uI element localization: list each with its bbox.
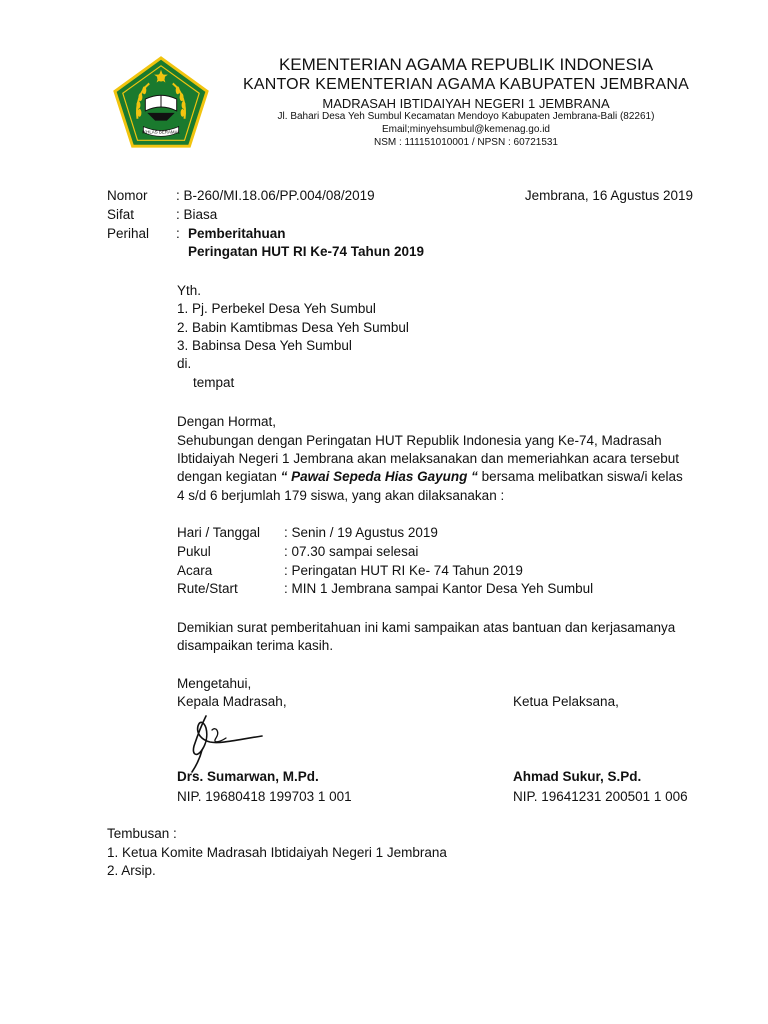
perihal-line1: Pemberitahuan <box>188 226 286 241</box>
body-line: 4 s/d 6 berjumlah 179 siswa, yang akan dilaksanakan : <box>177 488 505 503</box>
perihal-colon: : <box>176 226 180 241</box>
letterhead-ministry: KEMENTERIAN AGAMA REPUBLIK INDONESIA <box>278 55 654 74</box>
sifat-label: Sifat <box>107 207 135 222</box>
letterhead-nsm: NSM : 111151010001 / NPSN : 60721531 <box>373 137 558 148</box>
nomor-value: : B-260/MI.18.06/PP.004/08/2019 <box>176 188 375 203</box>
di: di. <box>177 356 192 371</box>
left-sign-title: Kepala Madrasah, <box>177 694 287 709</box>
nomor-label: Nomor <box>107 188 148 203</box>
right-sign-title: Ketua Pelaksana, <box>513 694 619 709</box>
event-name: “ Pawai Sepeda Hias Gayung “ <box>280 469 478 484</box>
detail-label: Rute/Start <box>177 581 238 596</box>
detail-value: : Peringatan HUT RI Ke- 74 Tahun 2019 <box>284 563 523 578</box>
recipient-item: 1. Pj. Perbekel Desa Yeh Sumbul <box>177 301 376 316</box>
body-line-pre: dengan kegiatan <box>177 469 281 484</box>
tembusan-item: 1. Ketua Komite Madrasah Ibtidaiyah Negeri 1 Jembrana <box>107 845 447 860</box>
svg-text:IKHLAS BERAMAL: IKHLAS BERAMAL <box>142 129 180 135</box>
greeting: Dengan Hormat, <box>177 414 277 429</box>
letterhead-email: Email;minyehsumbul@kemenag.go.id <box>381 124 550 135</box>
kemenag-logo <box>112 56 210 154</box>
body-line-post: bersama melibatkan siswa/i kelas <box>477 469 683 484</box>
detail-label: Acara <box>177 563 213 578</box>
detail-value: : MIN 1 Jembrana sampai Kantor Desa Yeh Sumbul <box>284 581 594 596</box>
letter-date: Jembrana, 16 Agustus 2019 <box>524 188 693 203</box>
left-signer-name: Drs. Sumarwan, M.Pd. <box>177 769 319 784</box>
handwritten-signature <box>176 712 266 774</box>
sifat-value: : Biasa <box>176 207 218 222</box>
recipient-item: 2. Babin Kamtibmas Desa Yeh Sumbul <box>177 320 409 335</box>
letterhead-address: Jl. Bahari Desa Yeh Sumbul Kecamatan Mendoyo Kabupaten Jembrana-Bali (82261) <box>277 111 655 122</box>
detail-value: : Senin / 19 Agustus 2019 <box>284 525 438 540</box>
right-signer-nip: NIP. 19641231 200501 1 006 <box>513 789 688 804</box>
detail-label: Pukul <box>177 544 211 559</box>
recipient-item: 3. Babinsa Desa Yeh Sumbul <box>177 338 352 353</box>
detail-label: Hari / Tanggal <box>177 525 261 540</box>
tembusan-label: Tembusan : <box>107 826 177 841</box>
tempat: tempat <box>193 375 235 390</box>
closing-line: Demikian surat pemberitahuan ini kami sampaikan atas bantuan dan kerjasamanya <box>177 620 676 635</box>
letterhead-office: KANTOR KEMENTERIAN AGAMA KABUPATEN JEMBRANA <box>242 76 690 93</box>
perihal-line2: Peringatan HUT RI Ke-74 Tahun 2019 <box>188 244 425 259</box>
left-signer-nip: NIP. 19680418 199703 1 001 <box>177 789 352 804</box>
body-line: Ibtidaiyah Negeri 1 Jembrana akan melaksanakan dan memeriahkan acara tersebut <box>177 451 680 466</box>
detail-value: : 07.30 sampai selesai <box>284 544 419 559</box>
yth: Yth. <box>177 283 202 298</box>
tembusan-item: 2. Arsip. <box>107 863 156 878</box>
mengetahui: Mengetahui, <box>177 676 252 691</box>
closing-line: disampaikan terima kasih. <box>177 638 334 653</box>
body-line: Sehubungan dengan Peringatan HUT Republik Indonesia yang Ke-74, Madrasah <box>177 433 662 448</box>
right-signer-name: Ahmad Sukur, S.Pd. <box>513 769 642 784</box>
perihal-label: Perihal <box>107 226 150 241</box>
letterhead-school: MADRASAH IBTIDAIYAH NEGERI 1 JEMBRANA <box>322 96 610 111</box>
body-line <box>177 468 683 486</box>
